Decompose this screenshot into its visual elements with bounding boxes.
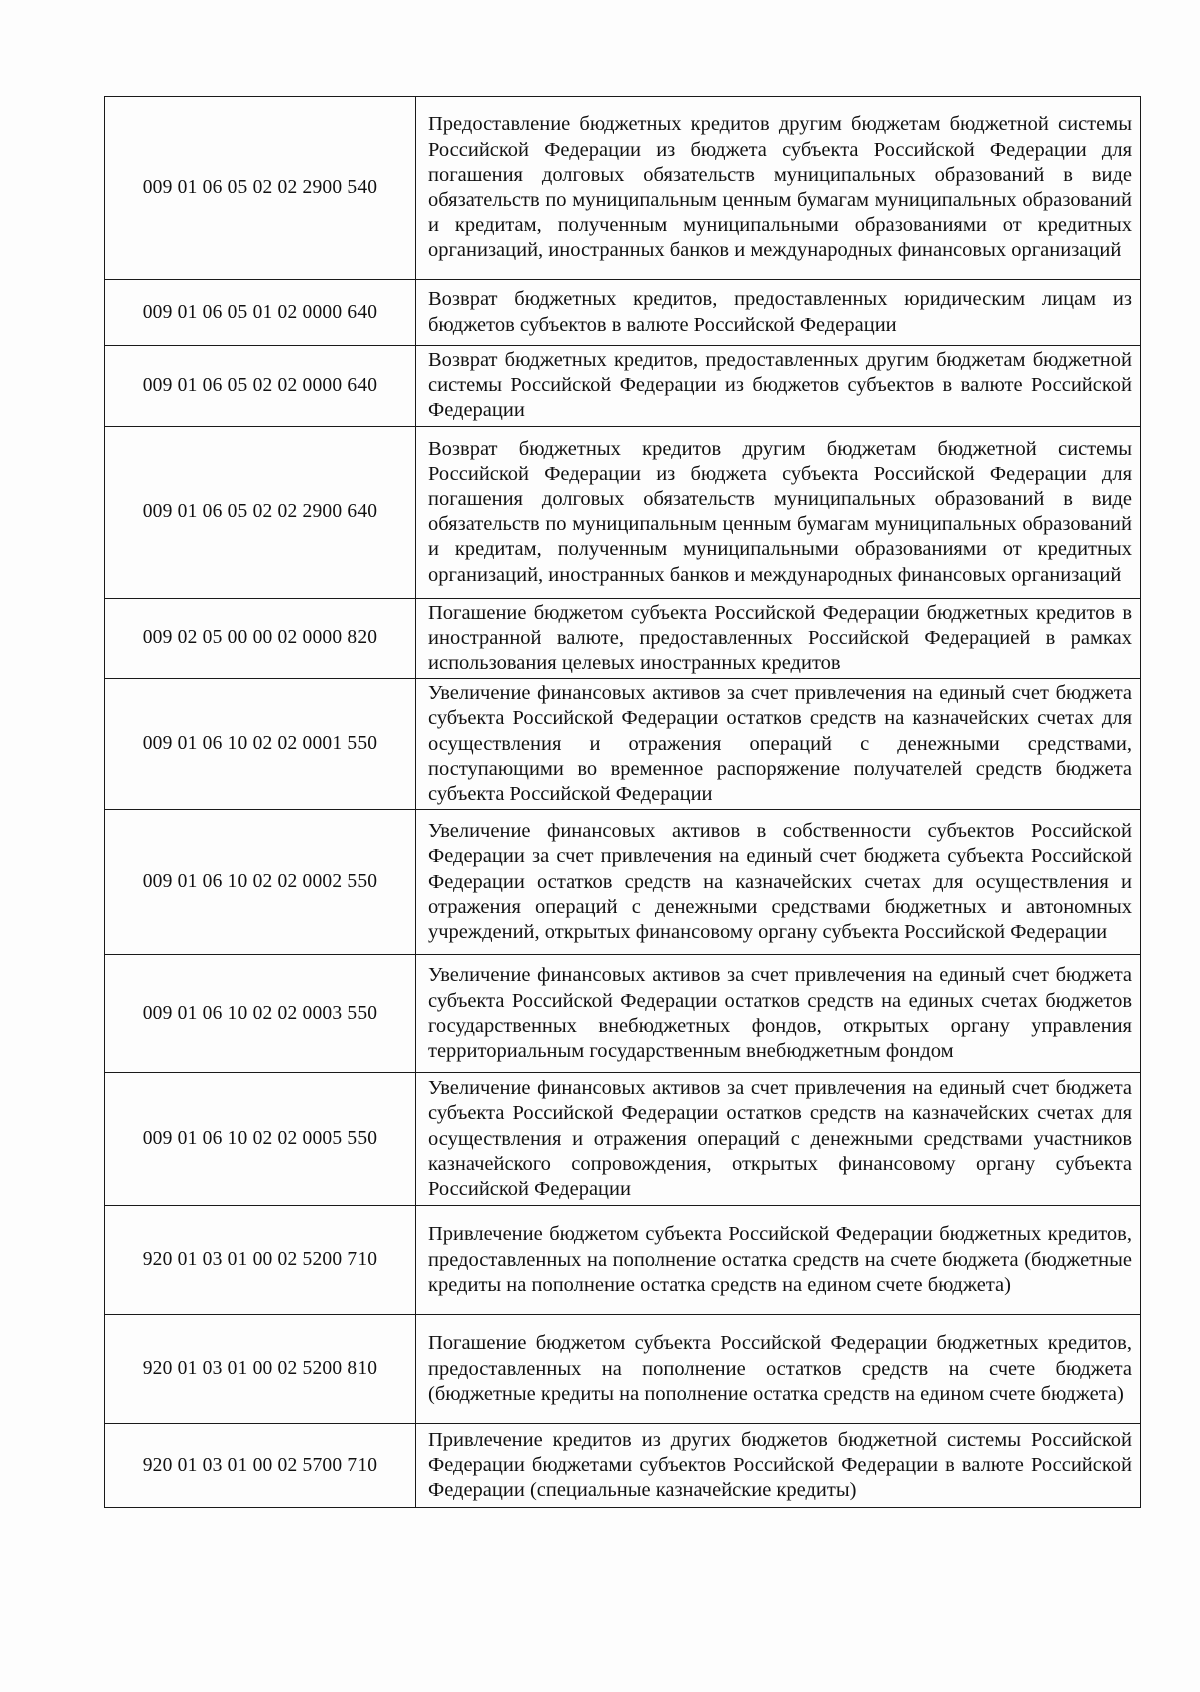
budget-code-cell: 920 01 03 01 00 02 5700 710 <box>105 1424 416 1508</box>
budget-code-cell: 920 01 03 01 00 02 5200 810 <box>105 1315 416 1424</box>
budget-code-cell: 009 01 06 05 01 02 0000 640 <box>105 280 416 346</box>
description-cell: Возврат бюджетных кредитов, предоставленных юридическим лицам из бюджетов субъектов в валюте Российской Федерации <box>416 280 1141 346</box>
description-cell: Погашение бюджетом субъекта Российской Федерации бюджетных кредитов, предоставленных на пополнение остатков средств на счете бюджета (бюджетные кредиты на пополнение остатка средств на едином счете бюджета) <box>416 1315 1141 1424</box>
table-row <box>105 1424 1141 1508</box>
description-cell: Возврат бюджетных кредитов, предоставленных другим бюджетам бюджетной системы Российской Федерации из бюджетов субъектов в валюте Российской Федерации <box>416 346 1141 427</box>
budget-code-cell: 009 01 06 10 02 02 0003 550 <box>105 955 416 1073</box>
budget-code-cell: 009 01 06 10 02 02 0005 550 <box>105 1073 416 1206</box>
description-cell: Предоставление бюджетных кредитов другим бюджетам бюджетной системы Российской Федерации из бюджета субъекта Российской Федерации для погашения долговых обязательств муниципальных образований в виде обязательств по муниципальным ценным бумагам муниципальных образований и кредитам, полученным муниципальными образованиями от кредитных организаций, иностранных банков и международных финансовых организаций <box>416 97 1141 280</box>
description-cell: Увеличение финансовых активов за счет привлечения на единый счет бюджета субъекта Российской Федерации остатков средств на единых счетах бюджетов государственных внебюджетных фондов, открытых органу управления территориальным государственным внебюджетным фондом <box>416 955 1141 1073</box>
description-cell: Привлечение бюджетом субъекта Российской Федерации бюджетных кредитов, предоставленных на пополнение остатка средств на счете бюджета (бюджетные кредиты на пополнение остатка средств на едином счете бюджета) <box>416 1206 1141 1315</box>
description-cell: Увеличение финансовых активов за счет привлечения на единый счет бюджета субъекта Российской Федерации остатков средств на казначейских счетах для осуществления и отражения операций с денежными средствами участников казначейского сопровождения, открытых финансовому органу субъекта Российской Федерации <box>416 1073 1141 1206</box>
table-row <box>105 1315 1141 1424</box>
table-row <box>105 810 1141 955</box>
table-row <box>105 346 1141 427</box>
table-row <box>105 955 1141 1073</box>
description-cell: Погашение бюджетом субъекта Российской Федерации бюджетных кредитов в иностранной валюте, предоставленных Российской Федерацией в рамках использования целевых иностранных кредитов <box>416 598 1141 679</box>
budget-code-cell: 009 01 06 05 02 02 2900 640 <box>105 426 416 598</box>
table-row <box>105 1206 1141 1315</box>
budget-code-cell: 009 01 06 10 02 02 0001 550 <box>105 679 416 810</box>
budget-code-cell: 920 01 03 01 00 02 5200 710 <box>105 1206 416 1315</box>
budget-code-cell: 009 02 05 00 00 02 0000 820 <box>105 598 416 679</box>
table-row <box>105 1073 1141 1206</box>
budget-code-cell: 009 01 06 05 02 02 0000 640 <box>105 346 416 427</box>
table-row <box>105 280 1141 346</box>
table-row <box>105 97 1141 280</box>
table-row <box>105 679 1141 810</box>
budget-code-cell: 009 01 06 10 02 02 0002 550 <box>105 810 416 955</box>
table-row <box>105 426 1141 598</box>
budget-code-cell: 009 01 06 05 02 02 2900 540 <box>105 97 416 280</box>
description-cell: Увеличение финансовых активов за счет привлечения на единый счет бюджета субъекта Российской Федерации остатков средств на казначейских счетах для осуществления и отражения операций с денежными средствами, поступающими во временное распоряжение получателей средств бюджета субъекта Российской Федерации <box>416 679 1141 810</box>
table-row <box>105 598 1141 679</box>
description-cell: Привлечение кредитов из других бюджетов бюджетной системы Российской Федерации бюджетами субъектов Российской Федерации в валюте Российской Федерации (специальные казначейские кредиты) <box>416 1424 1141 1508</box>
description-cell: Увеличение финансовых активов в собственности субъектов Российской Федерации за счет привлечения на единый счет бюджета субъекта Российской Федерации остатков средств на казначейских счетах для осуществления и отражения операций с денежными средствами бюджетных и автономных учреждений, открытых финансовому органу субъекта Российской Федерации <box>416 810 1141 955</box>
description-cell: Возврат бюджетных кредитов другим бюджетам бюджетной системы Российской Федерации из бюджета субъекта Российской Федерации для погашения долговых обязательств муниципальных образований в виде обязательств по муниципальным ценным бумагам муниципальных образований и кредитам, полученным муниципальными образованиями от кредитных организаций, иностранных банков и международных финансовых организаций <box>416 426 1141 598</box>
budget-codes-table <box>104 96 1141 1508</box>
